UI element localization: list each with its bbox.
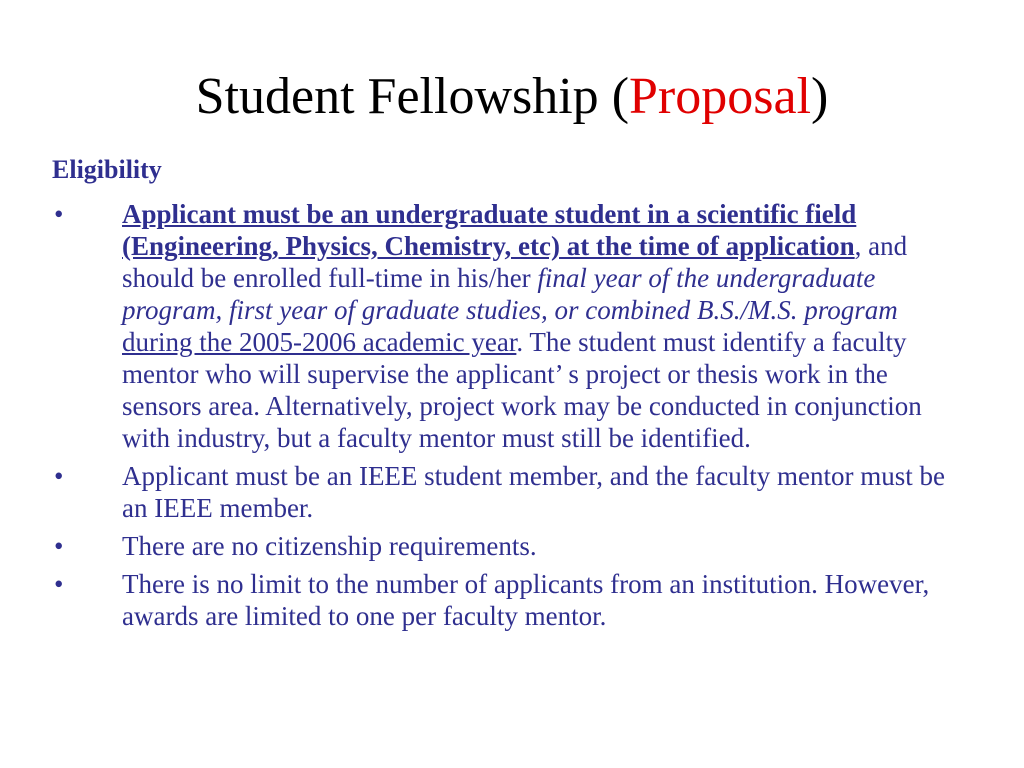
title-close-paren: ): [811, 68, 829, 125]
bullet-item-citizenship: [54, 530, 966, 562]
bullet-dot: •: [54, 461, 64, 491]
section-heading: Eligibility: [52, 155, 162, 184]
title-open-paren: (: [611, 68, 630, 125]
bullet-list: [54, 198, 966, 638]
bullet1-underlined: during the 2005-2006 academic year: [122, 327, 517, 357]
bullet3-text: There are no citizenship requirements.: [122, 531, 537, 561]
bullet-dot: •: [54, 199, 64, 229]
bullet-item-applicant-limit: [54, 568, 966, 632]
bullet1-bold-underlined: Applicant must be an undergraduate student in a scientific field (Engineering, Physics, Chemistry, etc) at the time of application: [122, 199, 857, 261]
bullet1-text-b: . The student must identify a faculty mentor who will supervise the applicant’ s project or thesis work in the sensors area. Alternatively, project work may be conducted in conjunction with industry, but a faculty mentor must still be identified.: [122, 327, 922, 453]
bullet1-text-a: , and should be enrolled full-time in his/her: [122, 231, 908, 293]
bullet-item-undergraduate: [54, 198, 966, 454]
title-main: Student Fellowship: [195, 68, 599, 125]
bullet1-italic: final year of the undergraduate program, first year of graduate studies, or combined B.S./M.S. program: [122, 263, 898, 325]
bullet2-text: Applicant must be an IEEE student member, and the faculty mentor must be an IEEE member.: [122, 461, 945, 523]
bullet-dot: •: [54, 531, 64, 561]
bullet4-text: There is no limit to the number of applicants from an institution. However, awards are limited to one per faculty mentor.: [122, 569, 930, 631]
slide-title: [0, 62, 1024, 132]
bullet-dot: •: [54, 569, 64, 599]
bullet-item-ieee-membership: [54, 460, 966, 524]
title-accent: Proposal: [629, 68, 812, 125]
